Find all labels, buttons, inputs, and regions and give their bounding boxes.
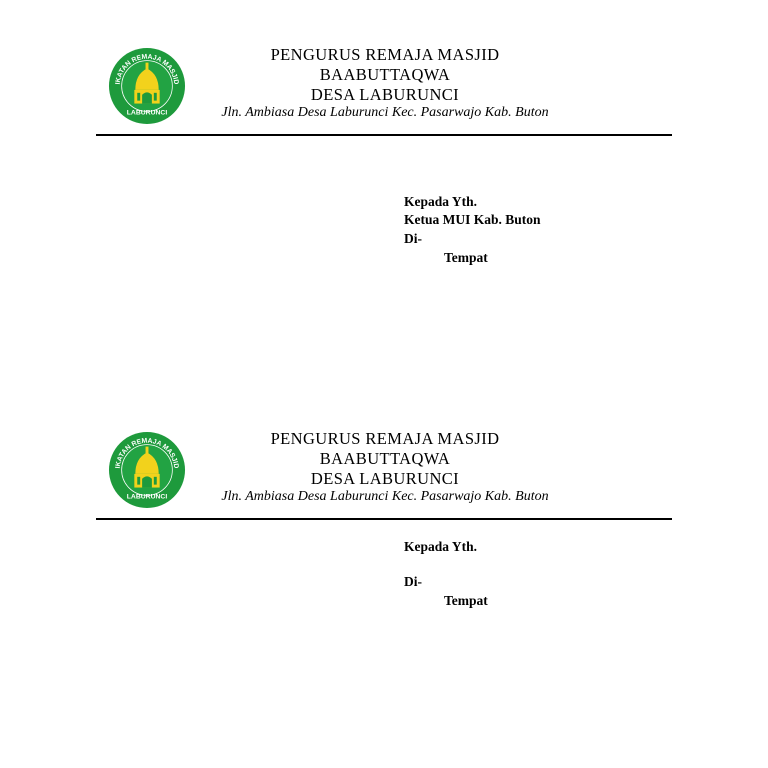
recipient-name: Ketua MUI Kab. Buton <box>404 212 541 227</box>
org-name-line1: PENGURUS REMAJA MASJID <box>270 429 500 448</box>
recipient-greeting: Kepada Yth. <box>404 194 478 209</box>
header-rule <box>96 134 672 136</box>
org-address: Jln. Ambiasa Desa Laburunci Kec. Pasarwajo Kab. Buton <box>221 489 549 504</box>
recipient-place: Tempat <box>444 250 488 265</box>
logo-bottom-text: LABURUNCI <box>126 109 168 117</box>
organization-logo <box>108 47 186 125</box>
org-name-line3: DESA LABURUNCI <box>310 469 460 488</box>
org-name-line3: DESA LABURUNCI <box>310 85 460 104</box>
org-name-line2: BAABUTTAQWA <box>319 65 451 84</box>
letterhead-2 <box>0 384 768 768</box>
recipient-di: Di- <box>404 574 422 589</box>
org-name-line1: PENGURUS REMAJA MASJID <box>270 45 500 64</box>
org-name-line2: BAABUTTAQWA <box>319 449 451 468</box>
organization-logo <box>108 431 186 509</box>
org-address: Jln. Ambiasa Desa Laburunci Kec. Pasarwajo Kab. Buton <box>221 105 549 120</box>
recipient-place: Tempat <box>444 593 488 608</box>
logo-ring-text: IKATAN REMAJA MASJID <box>114 53 180 85</box>
logo-bottom-text: LABURUNCI <box>126 493 168 501</box>
header-rule <box>96 518 672 520</box>
logo-ring-text: IKATAN REMAJA MASJID <box>114 437 180 469</box>
recipient-di: Di- <box>404 231 422 246</box>
recipient-greeting: Kepada Yth. <box>404 539 478 554</box>
